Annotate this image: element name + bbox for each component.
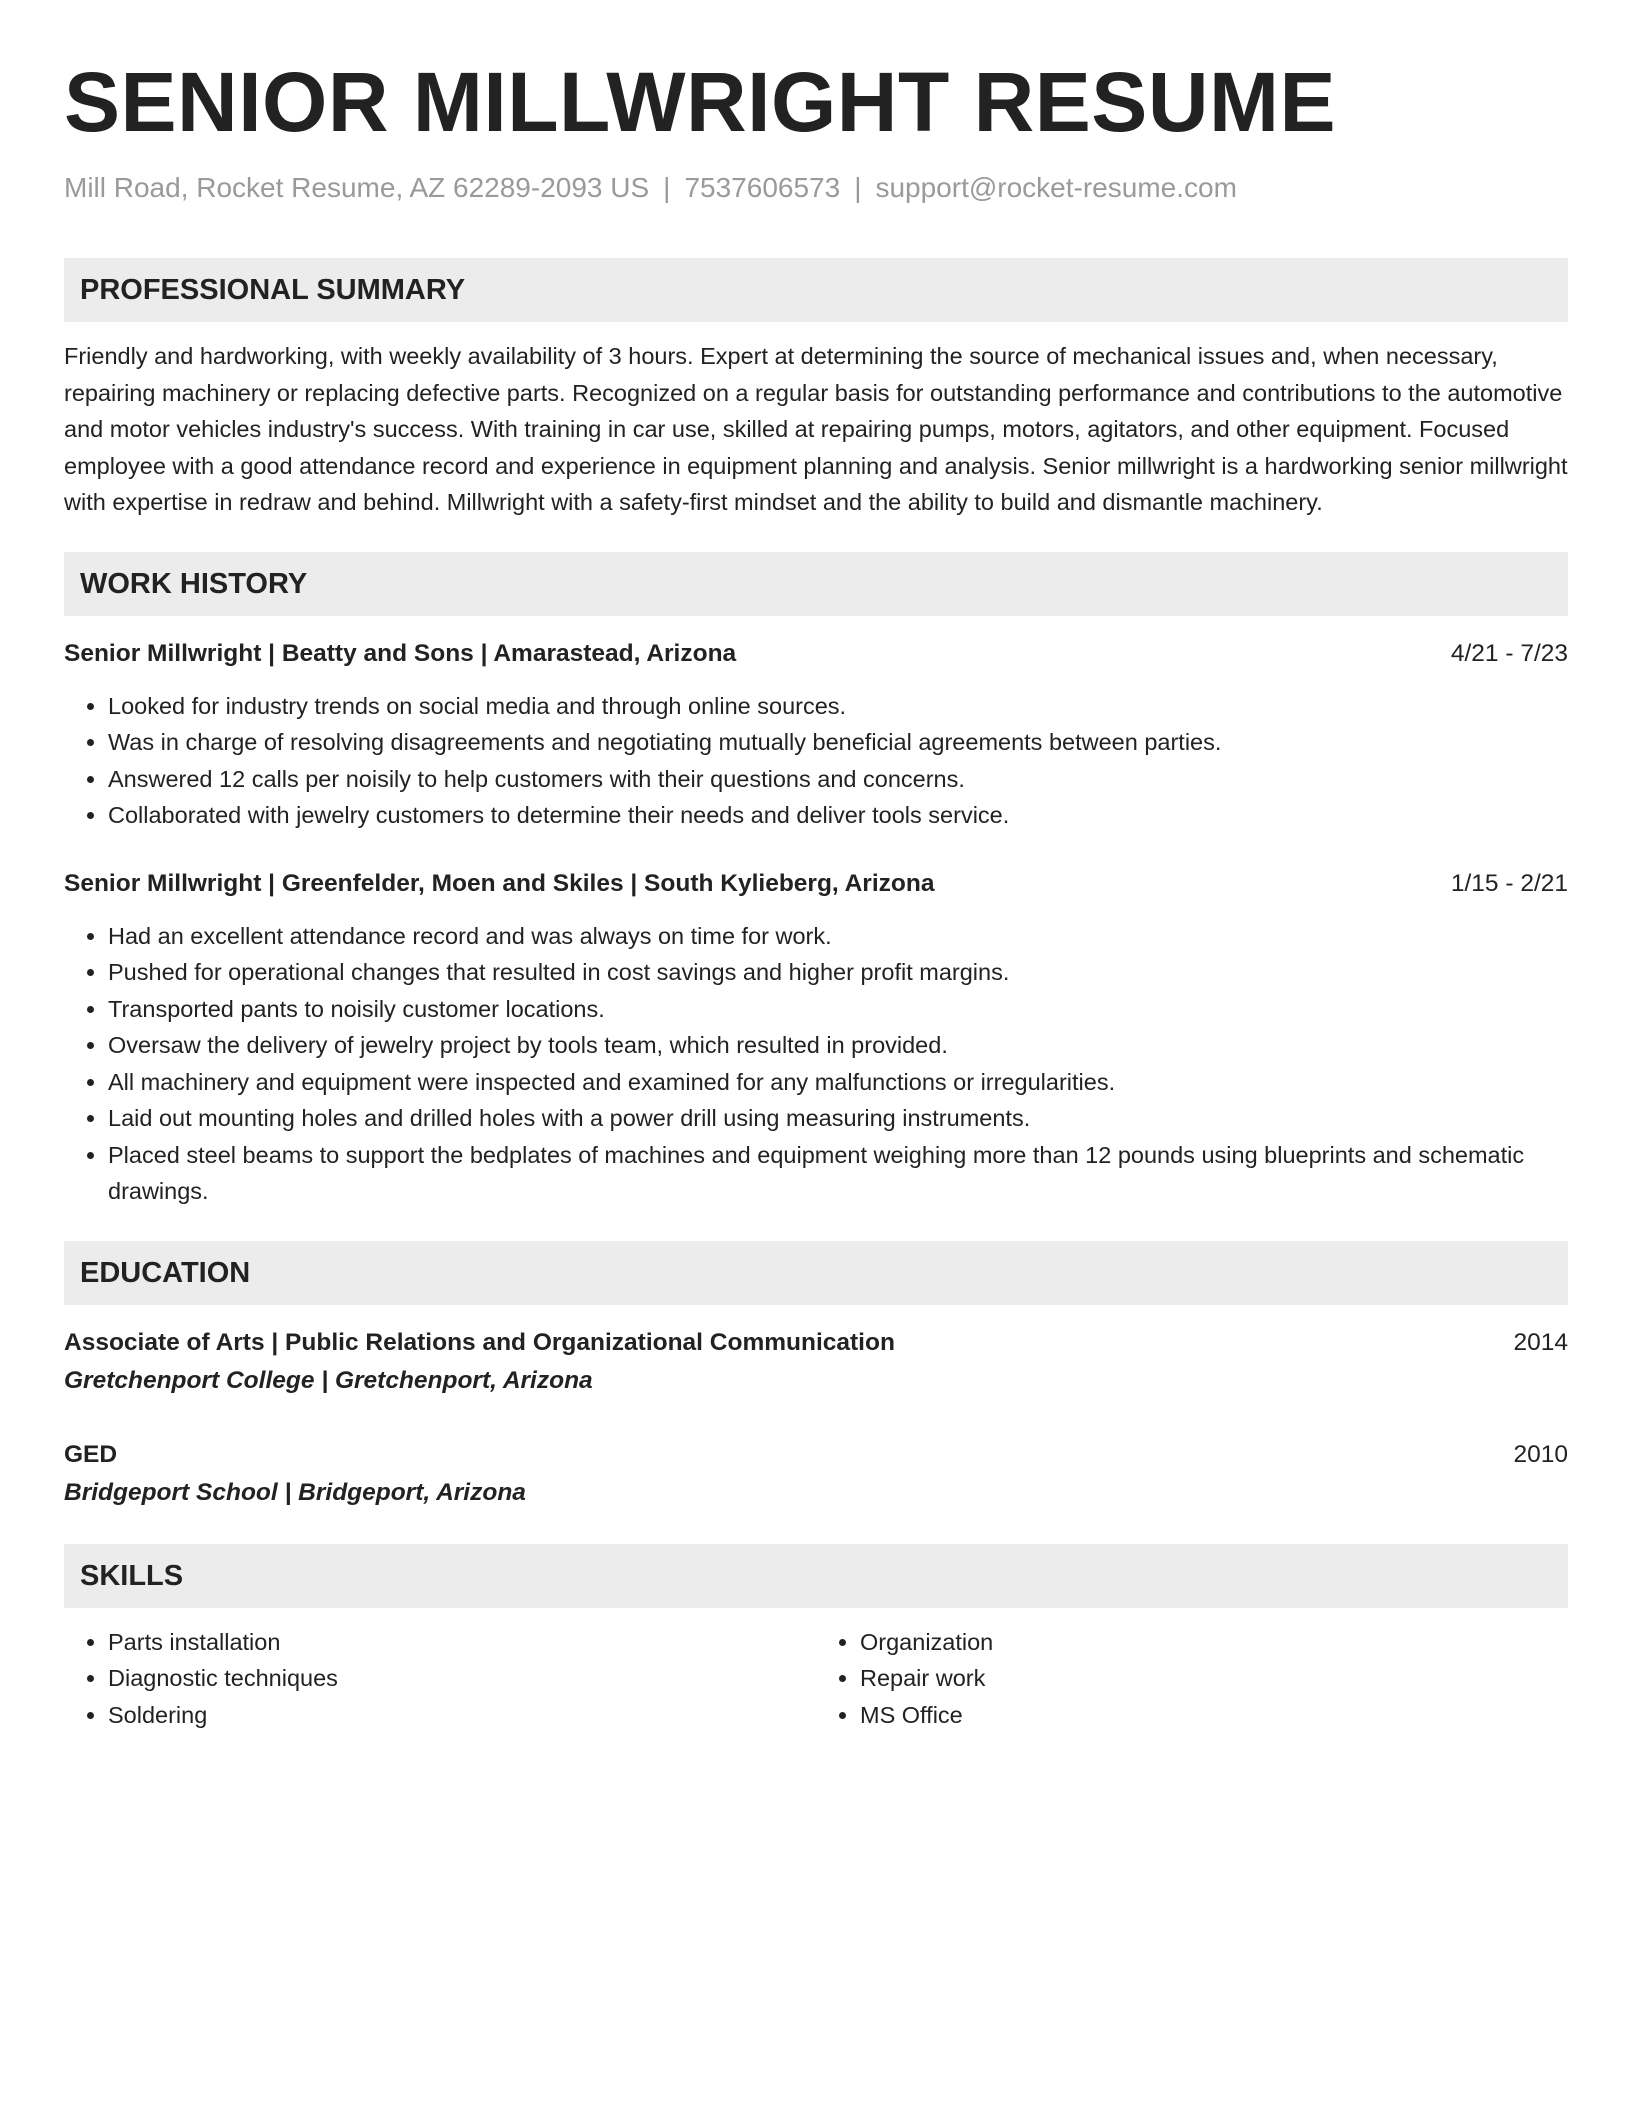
skills-column-right bbox=[816, 1624, 1568, 1734]
education-heading: EDUCATION bbox=[64, 1241, 1568, 1305]
skills-list bbox=[64, 1624, 1568, 1734]
job-bullet: • Had an excellent attendance record and was always on time for work. bbox=[108, 918, 1568, 955]
education-school: Bridgeport School | Bridgeport, Arizona bbox=[64, 1478, 526, 1506]
skill-item: • Parts installation bbox=[108, 1624, 816, 1661]
education-degree: GED bbox=[64, 1440, 118, 1468]
contact-phone: 7537606573 bbox=[684, 172, 841, 203]
education-year: 2014 bbox=[1513, 1328, 1568, 1356]
job-bullets bbox=[64, 688, 1568, 834]
contact-separator: | bbox=[663, 172, 671, 203]
education-header bbox=[64, 1325, 1568, 1361]
skill-item: • Soldering bbox=[108, 1697, 816, 1734]
education-entry bbox=[64, 1325, 1568, 1401]
education-school: Gretchenport College | Gretchenport, Arizona bbox=[64, 1366, 593, 1394]
education-entry bbox=[64, 1437, 1568, 1513]
skill-item: • Diagnostic techniques bbox=[108, 1660, 816, 1697]
contact-line bbox=[64, 170, 1568, 206]
job-dates: 1/15 - 2/21 bbox=[1450, 869, 1568, 897]
skill-item: • Organization bbox=[860, 1624, 1568, 1661]
skill-item: • MS Office bbox=[860, 1697, 1568, 1734]
job-bullet: • Looked for industry trends on social media and through online sources. bbox=[108, 688, 1568, 725]
job-bullet: • Collaborated with jewelry customers to determine their needs and deliver tools service. bbox=[108, 797, 1568, 834]
job-title: Senior Millwright | Greenfelder, Moen and Skiles | South Kylieberg, Arizona bbox=[64, 869, 935, 897]
summary-text: Friendly and hardworking, with weekly availability of 3 hours. Expert at determining the source of mechanical issues and, when necessary, repairing machinery or replacing defective parts. Recognized on a regular basis for outstanding performance and contributions to the automotive and motor vehicles industry's success. With training in car use, skilled at repairing pumps, motors, agitators, and other equipment. Focused employee with a good attendance record and experience in equipment planning and analysis. Senior millwright is a hardworking senior millwright with expertise in redraw and behind. Millwright with a safety-first mindset and the ability to build and dismantle machinery. bbox=[64, 343, 1568, 515]
job-bullets bbox=[64, 918, 1568, 1210]
contact-address: Mill Road, Rocket Resume, AZ 62289-2093 US bbox=[64, 172, 650, 203]
job-dates: 4/21 - 7/23 bbox=[1450, 639, 1568, 667]
skills-heading: SKILLS bbox=[64, 1544, 1568, 1608]
contact-email: support@rocket-resume.com bbox=[875, 172, 1237, 203]
skills-column-left bbox=[64, 1624, 816, 1734]
education-year: 2010 bbox=[1513, 1440, 1568, 1468]
summary-heading: PROFESSIONAL SUMMARY bbox=[64, 258, 1568, 322]
education-degree: Associate of Arts | Public Relations and Organizational Communication bbox=[64, 1328, 895, 1356]
job-bullet: • Pushed for operational changes that resulted in cost savings and higher profit margins. bbox=[108, 954, 1568, 991]
job-bullet: • Oversaw the delivery of jewelry project by tools team, which resulted in provided. bbox=[108, 1027, 1568, 1064]
job-bullet: • Transported pants to noisily customer locations. bbox=[108, 991, 1568, 1028]
job-bullet: • Placed steel beams to support the bedplates of machines and equipment weighing more than 12 pounds using blueprints and schematic drawings. bbox=[108, 1137, 1568, 1210]
job-bullet: • All machinery and equipment were inspected and examined for any malfunctions or irregularities. bbox=[108, 1064, 1568, 1101]
job-header bbox=[64, 866, 1568, 902]
job-bullet: • Was in charge of resolving disagreements and negotiating mutually beneficial agreements between parties. bbox=[108, 724, 1568, 761]
education-header bbox=[64, 1437, 1568, 1473]
job-entry bbox=[64, 636, 1568, 834]
contact-separator: | bbox=[854, 172, 862, 203]
job-bullet: • Answered 12 calls per noisily to help customers with their questions and concerns. bbox=[108, 761, 1568, 798]
job-entry bbox=[64, 866, 1568, 1210]
work-history-heading: WORK HISTORY bbox=[64, 552, 1568, 616]
job-title: Senior Millwright | Beatty and Sons | Amarastead, Arizona bbox=[64, 639, 737, 667]
job-header bbox=[64, 636, 1568, 672]
job-bullet: • Laid out mounting holes and drilled holes with a power drill using measuring instruments. bbox=[108, 1100, 1568, 1137]
skill-item: • Repair work bbox=[860, 1660, 1568, 1697]
resume-title: SENIOR MILLWRIGHT RESUME bbox=[64, 55, 1336, 149]
